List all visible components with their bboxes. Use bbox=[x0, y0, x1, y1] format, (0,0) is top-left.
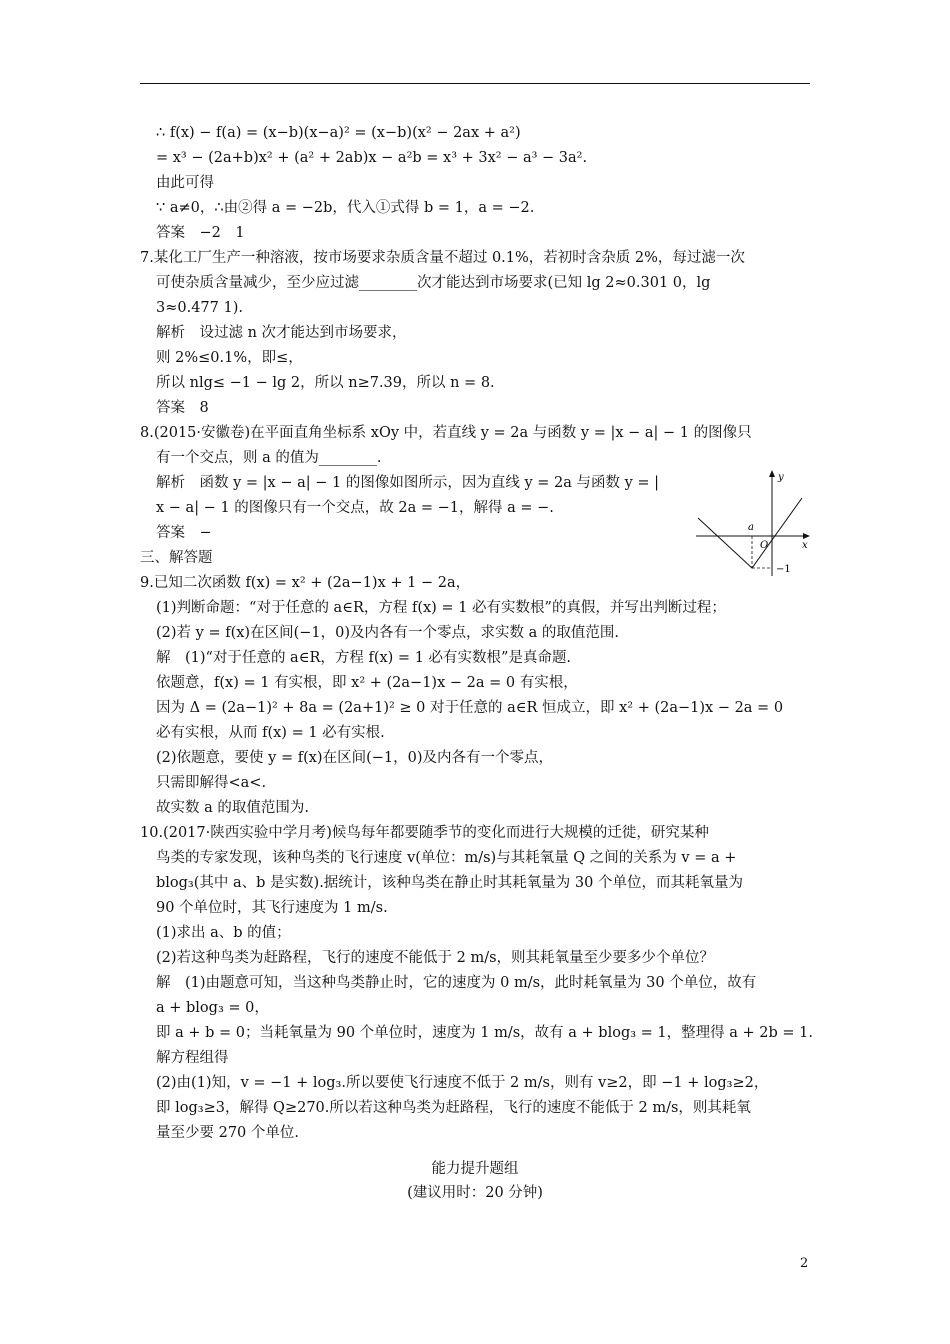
text-line: (2)若这种鸟类为赶路程，飞行的速度不能低于 2 m/s，则其耗氧量至少要多少个单位？ bbox=[156, 950, 715, 966]
section-title: 能力提升题组 bbox=[431, 1161, 519, 1177]
text-line: 即 a + b = 0；当耗氧量为 90 个单位时，速度为 1 m/s，故有 a + blog₃ = 1，整理得 a + 2b = 1. bbox=[156, 1025, 813, 1041]
section-heading: 三、解答题 bbox=[140, 550, 213, 566]
text-line: 解方程组得 bbox=[156, 1050, 229, 1066]
text-line: (1)判断命题：“对于任意的 a∈R，方程 f(x) = 1 必有实数根”的真假，并写出判断过程； bbox=[156, 600, 726, 616]
page-number: 2 bbox=[800, 1256, 809, 1271]
text-line: 只需即解得<a<. bbox=[156, 775, 267, 791]
text-line: 解 (1)“对于任意的 a∈R，方程 f(x) = 1 必有实数根”是真命题. bbox=[156, 650, 572, 666]
text-line: 解析 函数 y = |x − a| − 1 的图像如图所示，因为直线 y = 2a 与函数 y = | bbox=[156, 475, 660, 491]
y-axis-arrow bbox=[769, 470, 775, 477]
question-8: 8.(2015·安徽卷)在平面直角坐标系 xOy 中，若直线 y = 2a 与函数 y = |x − a| − 1 的图像只 bbox=[140, 425, 752, 441]
text-line: 有一个交点，则 a 的值为________. bbox=[156, 450, 382, 466]
function-graph bbox=[694, 468, 812, 580]
graph-label-origin: O bbox=[760, 540, 769, 551]
header-rule bbox=[140, 83, 810, 84]
graph-label-neg1: −1 bbox=[776, 564, 791, 575]
text-line: 90 个单位时，其飞行速度为 1 m/s. bbox=[156, 900, 388, 916]
text-line: blog₃(其中 a、b 是实数).据统计，该种鸟类在静止时其耗氧量为 30 个单位，而其耗氧量为 bbox=[156, 875, 743, 891]
text-line: ∵ a≠0，∴由②得 a = −2b，代入①式得 b = 1，a = −2. bbox=[156, 200, 535, 216]
text-line: 鸟类的专家发现，该种鸟类的飞行速度 v(单位：m/s)与其耗氧量 Q 之间的关系为 v = a + bbox=[156, 850, 737, 866]
text-line: = x³ − (2a+b)x² + (a² + 2ab)x − a²b = x³ + 3x² − a³ − 3a². bbox=[156, 150, 588, 166]
answer-line: 答案 8 bbox=[156, 400, 209, 416]
text-line: a + blog₃ = 0， bbox=[156, 1000, 269, 1016]
text-line: 必有实根，从而 f(x) = 1 必有实根. bbox=[156, 725, 385, 741]
answer-line: 答案 −2 1 bbox=[156, 225, 245, 241]
graph-label-y: y bbox=[778, 472, 784, 483]
answer-line: 答案 − bbox=[156, 525, 212, 541]
graph-label-x: x bbox=[802, 540, 808, 551]
text-line: x − a| − 1 的图像只有一个交点，故 2a = −1，解得 a = −. bbox=[156, 500, 554, 516]
text-line: 3≈0.477 1). bbox=[156, 300, 243, 316]
text-line: 可使杂质含量减少，至少应过滤________次才能达到市场要求(已知 lg 2≈0.301 0，lg bbox=[156, 275, 711, 291]
text-line: 所以 nlg≤ −1 − lg 2，所以 n≥7.39，所以 n = 8. bbox=[156, 375, 495, 391]
text-line: 解析 设过滤 n 次才能达到市场要求， bbox=[156, 325, 407, 341]
text-line: ∴ f(x) − f(a) = (x−b)(x−a)² = (x−b)(x² − 2ax + a²) bbox=[156, 125, 521, 141]
text-line: 解 (1)由题意可知，当这种鸟类静止时，它的速度为 0 m/s，此时耗氧量为 30 个单位，故有 bbox=[156, 975, 757, 991]
text-line: (2)若 y = f(x)在区间(−1，0)及内各有一个零点，求实数 a 的取值范围. bbox=[156, 625, 619, 641]
text-line: (1)求出 a、b 的值； bbox=[156, 925, 291, 941]
text-line: 因为 Δ = (2a−1)² + 8a = (2a+1)² ≥ 0 对于任意的 a∈R 恒成立，即 x² + (2a−1)x − 2a = 0 bbox=[156, 700, 784, 716]
question-10: 10.(2017·陕西实验中学月考)候鸟每年都要随季节的变化而进行大规模的迁徙，研究某种 bbox=[140, 825, 709, 841]
text-line: 由此可得 bbox=[156, 175, 214, 191]
text-line: 依题意，f(x) = 1 有实根，即 x² + (2a−1)x − 2a = 0 有实根， bbox=[156, 675, 578, 691]
v-graph-curve bbox=[698, 498, 802, 568]
text-line: (2)依题意，要使 y = f(x)在区间(−1，0)及内各有一个零点， bbox=[156, 750, 553, 766]
text-line: (2)由(1)知，v = −1 + log₃.所以要使飞行速度不低于 2 m/s，则有 v≥2，即 −1 + log₃≥2， bbox=[156, 1075, 769, 1091]
text-line: 则 2%≤0.1%，即≤， bbox=[156, 350, 303, 366]
x-axis-arrow bbox=[803, 533, 810, 539]
text-line: 即 log₃≥3，解得 Q≥270.所以若这种鸟类为赶路程，飞行的速度不能低于 2 m/s，则其耗氧 bbox=[156, 1100, 751, 1116]
text-line: 量至少要 270 个单位. bbox=[156, 1125, 300, 1141]
section-subtitle: (建议用时：20 分钟) bbox=[407, 1185, 543, 1201]
text-line: 故实数 a 的取值范围为. bbox=[156, 800, 309, 816]
question-7: 7.某化工厂生产一种溶液，按市场要求杂质含量不超过 0.1%，若初时含杂质 2%，每过滤一次 bbox=[140, 250, 745, 266]
graph-label-a: a bbox=[748, 522, 754, 533]
question-9: 9.已知二次函数 f(x) = x² + (2a−1)x + 1 − 2a， bbox=[140, 575, 471, 591]
